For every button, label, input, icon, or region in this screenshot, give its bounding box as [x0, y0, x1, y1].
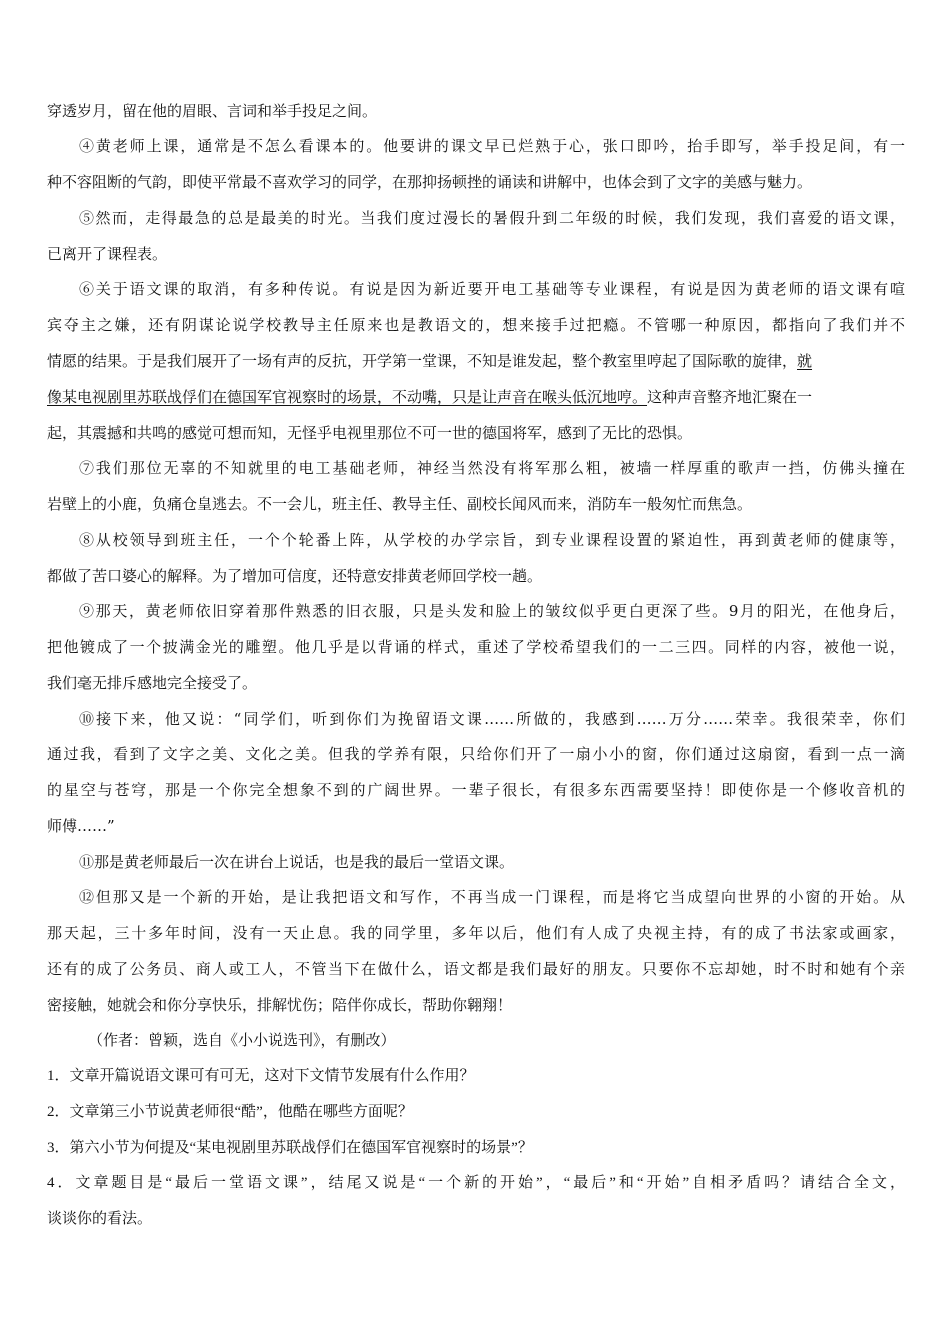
- paragraph-6-line-3-text: 情愿的结果。于是我们展开了一场有声的反抗，开学第一堂课，不知是谁发起，整个教室里哼起了国际歌的旋律，: [47, 352, 798, 370]
- paragraph-6-line-4-tail: 这种声音整齐地汇聚在一: [647, 388, 813, 406]
- paragraph-5-line-2: 已离开了课程表。: [47, 245, 168, 263]
- question-4-line-1: 4．文章题目是“最后一堂语文课”，结尾又说是“一个新的开始”，“最后”和“开始”自相矛盾吗？请结合全文，: [47, 1175, 905, 1191]
- paragraph-6-line-1: ⑥关于语文课的取消，有多种传说。有说是因为新近要开电工基础等专业课程，有说是因为黄老师的语文课有喧: [79, 280, 905, 298]
- paragraph-9-line-2: 把他镀成了一个披满金光的雕塑。他几乎是以背诵的样式，重述了学校希望我们的一二三四。同样的内容，被他一说，: [47, 638, 905, 656]
- underlined-phrase-start: 就: [797, 352, 813, 370]
- question-1: 1．文章开篇说语文课可有可无，这对下文情节发展有什么作用？: [47, 1068, 475, 1084]
- paragraph-6-line-4: [47, 381, 905, 413]
- paragraph-7-line-2: 岩壁上的小鹿，负痛仓皇逃去。不一会儿，班主任、教导主任、副校长闻风而来，消防车一般匆忙而焦急。: [47, 495, 753, 513]
- paragraph-7-line-1: ⑦我们那位无辜的不知就里的电工基础老师，神经当然没有将军那么粗，被墙一样厚重的歌声一挡，仿佛头撞在: [79, 459, 905, 477]
- paragraph-12-line-4: 密接触，她就会和你分享快乐，排解忧伤；陪伴你成长，帮助你翱翔！: [47, 996, 513, 1014]
- question-4-line-2: 谈谈你的看法。: [47, 1211, 153, 1227]
- paragraph-11-line-1: ⑪那是黄老师最后一次在讲台上说话，也是我的最后一堂语文课。: [79, 853, 515, 871]
- paragraph-6-line-2: 宾夺主之嫌，还有阴谋论说学校教导主任原来也是教语文的，想来接手过把瘾。不管哪一种原因，都指向了我们并不: [47, 316, 905, 334]
- paragraph-4-line-1: ④黄老师上课，通常是不怎么看课本的。他要讲的课文早已烂熟于心，张口即吟，抬手即写，举手投足间，有一: [79, 137, 905, 155]
- paragraph-10-line-3: 的星空与苍穹，那是一个你完全想象不到的广阔世界。一辈子很长，有很多东西需要坚持！即使你是一个修收音机的: [47, 781, 905, 799]
- question-3: 3．第六小节为何提及“某电视剧里苏联战俘们在德国军官视察时的场景”？: [47, 1140, 533, 1156]
- paragraph-8-line-2: 都做了苦口婆心的解释。为了增加可信度，还特意安排黄老师回学校一趟。: [47, 567, 543, 585]
- paragraph-12-line-1: ⑫但那又是一个新的开始，是让我把语文和写作，不再当成一门课程，而是将它当成望向世界的小窗的开始。从: [79, 888, 905, 906]
- paragraph-6-line-5: 起，其震撼和共鸣的感觉可想而知，无怪乎电视里那位不可一世的德国将军，感到了无比的恐惧。: [47, 424, 693, 442]
- paragraph-6-line-3: [47, 345, 905, 377]
- paragraph-5-line-1: ⑤然而，走得最急的总是最美的时光。当我们度过漫长的暑假升到二年级的时候，我们发现，我们喜爱的语文课，: [79, 209, 905, 227]
- paragraph-10-line-2: 通过我，看到了文字之美、文化之美。但我的学养有限，只给你们开了一扇小小的窗，你们通过这扇窗，看到一点一滴: [47, 745, 905, 763]
- paragraph-10-line-1: ⑩接下来，他又说：“同学们，听到你们为挽留语文课……所做的，我感到……万分……荣幸。我很荣幸，你们: [79, 710, 905, 728]
- article-line: 穿透岁月，留在他的眉眼、言词和举手投足之间。: [47, 102, 378, 120]
- paragraph-12-line-2: 那天起，三十多年时间，没有一天止息。我的同学里，多年以后，他们有人成了央视主持，有的成了书法家或画家，: [47, 924, 905, 942]
- source-note: （作者：曾颖，选自《小小说选刊》，有删改）: [88, 1031, 396, 1049]
- paragraph-4-line-2: 种不容阻断的气韵，即使平常最不喜欢学习的同学，在那抑扬顿挫的诵读和讲解中，也体会到了文字的美感与魅力。: [47, 173, 813, 191]
- underlined-tv-scene-sentence: 像某电视剧里苏联战俘们在德国军官视察时的场景，不动嘴，只是让声音在喉头低沉地哼。: [47, 388, 648, 406]
- paragraph-9-line-3: 我们毫无排斥感地完全接受了。: [47, 674, 258, 692]
- paragraph-10-line-4: 师傅……”: [47, 817, 115, 835]
- paragraph-8-line-1: ⑧从校领导到班主任，一个个轮番上阵，从学校的办学宗旨，到专业课程设置的紧迫性，再到黄老师的健康等，: [79, 531, 905, 549]
- question-2: 2．文章第三小节说黄老师很“酷”，他酷在哪些方面呢？: [47, 1104, 413, 1120]
- paragraph-9-line-1: ⑨那天，黄老师依旧穿着那件熟悉的旧衣服，只是头发和脸上的皱纹似乎更白更深了些。9月的阳光，在他身后，: [79, 602, 905, 620]
- paragraph-12-line-3: 还有的成了公务员、商人或工人，不管当下在做什么，语文都是我们最好的朋友。只要你不忘却她，时不时和她有个亲: [47, 960, 905, 978]
